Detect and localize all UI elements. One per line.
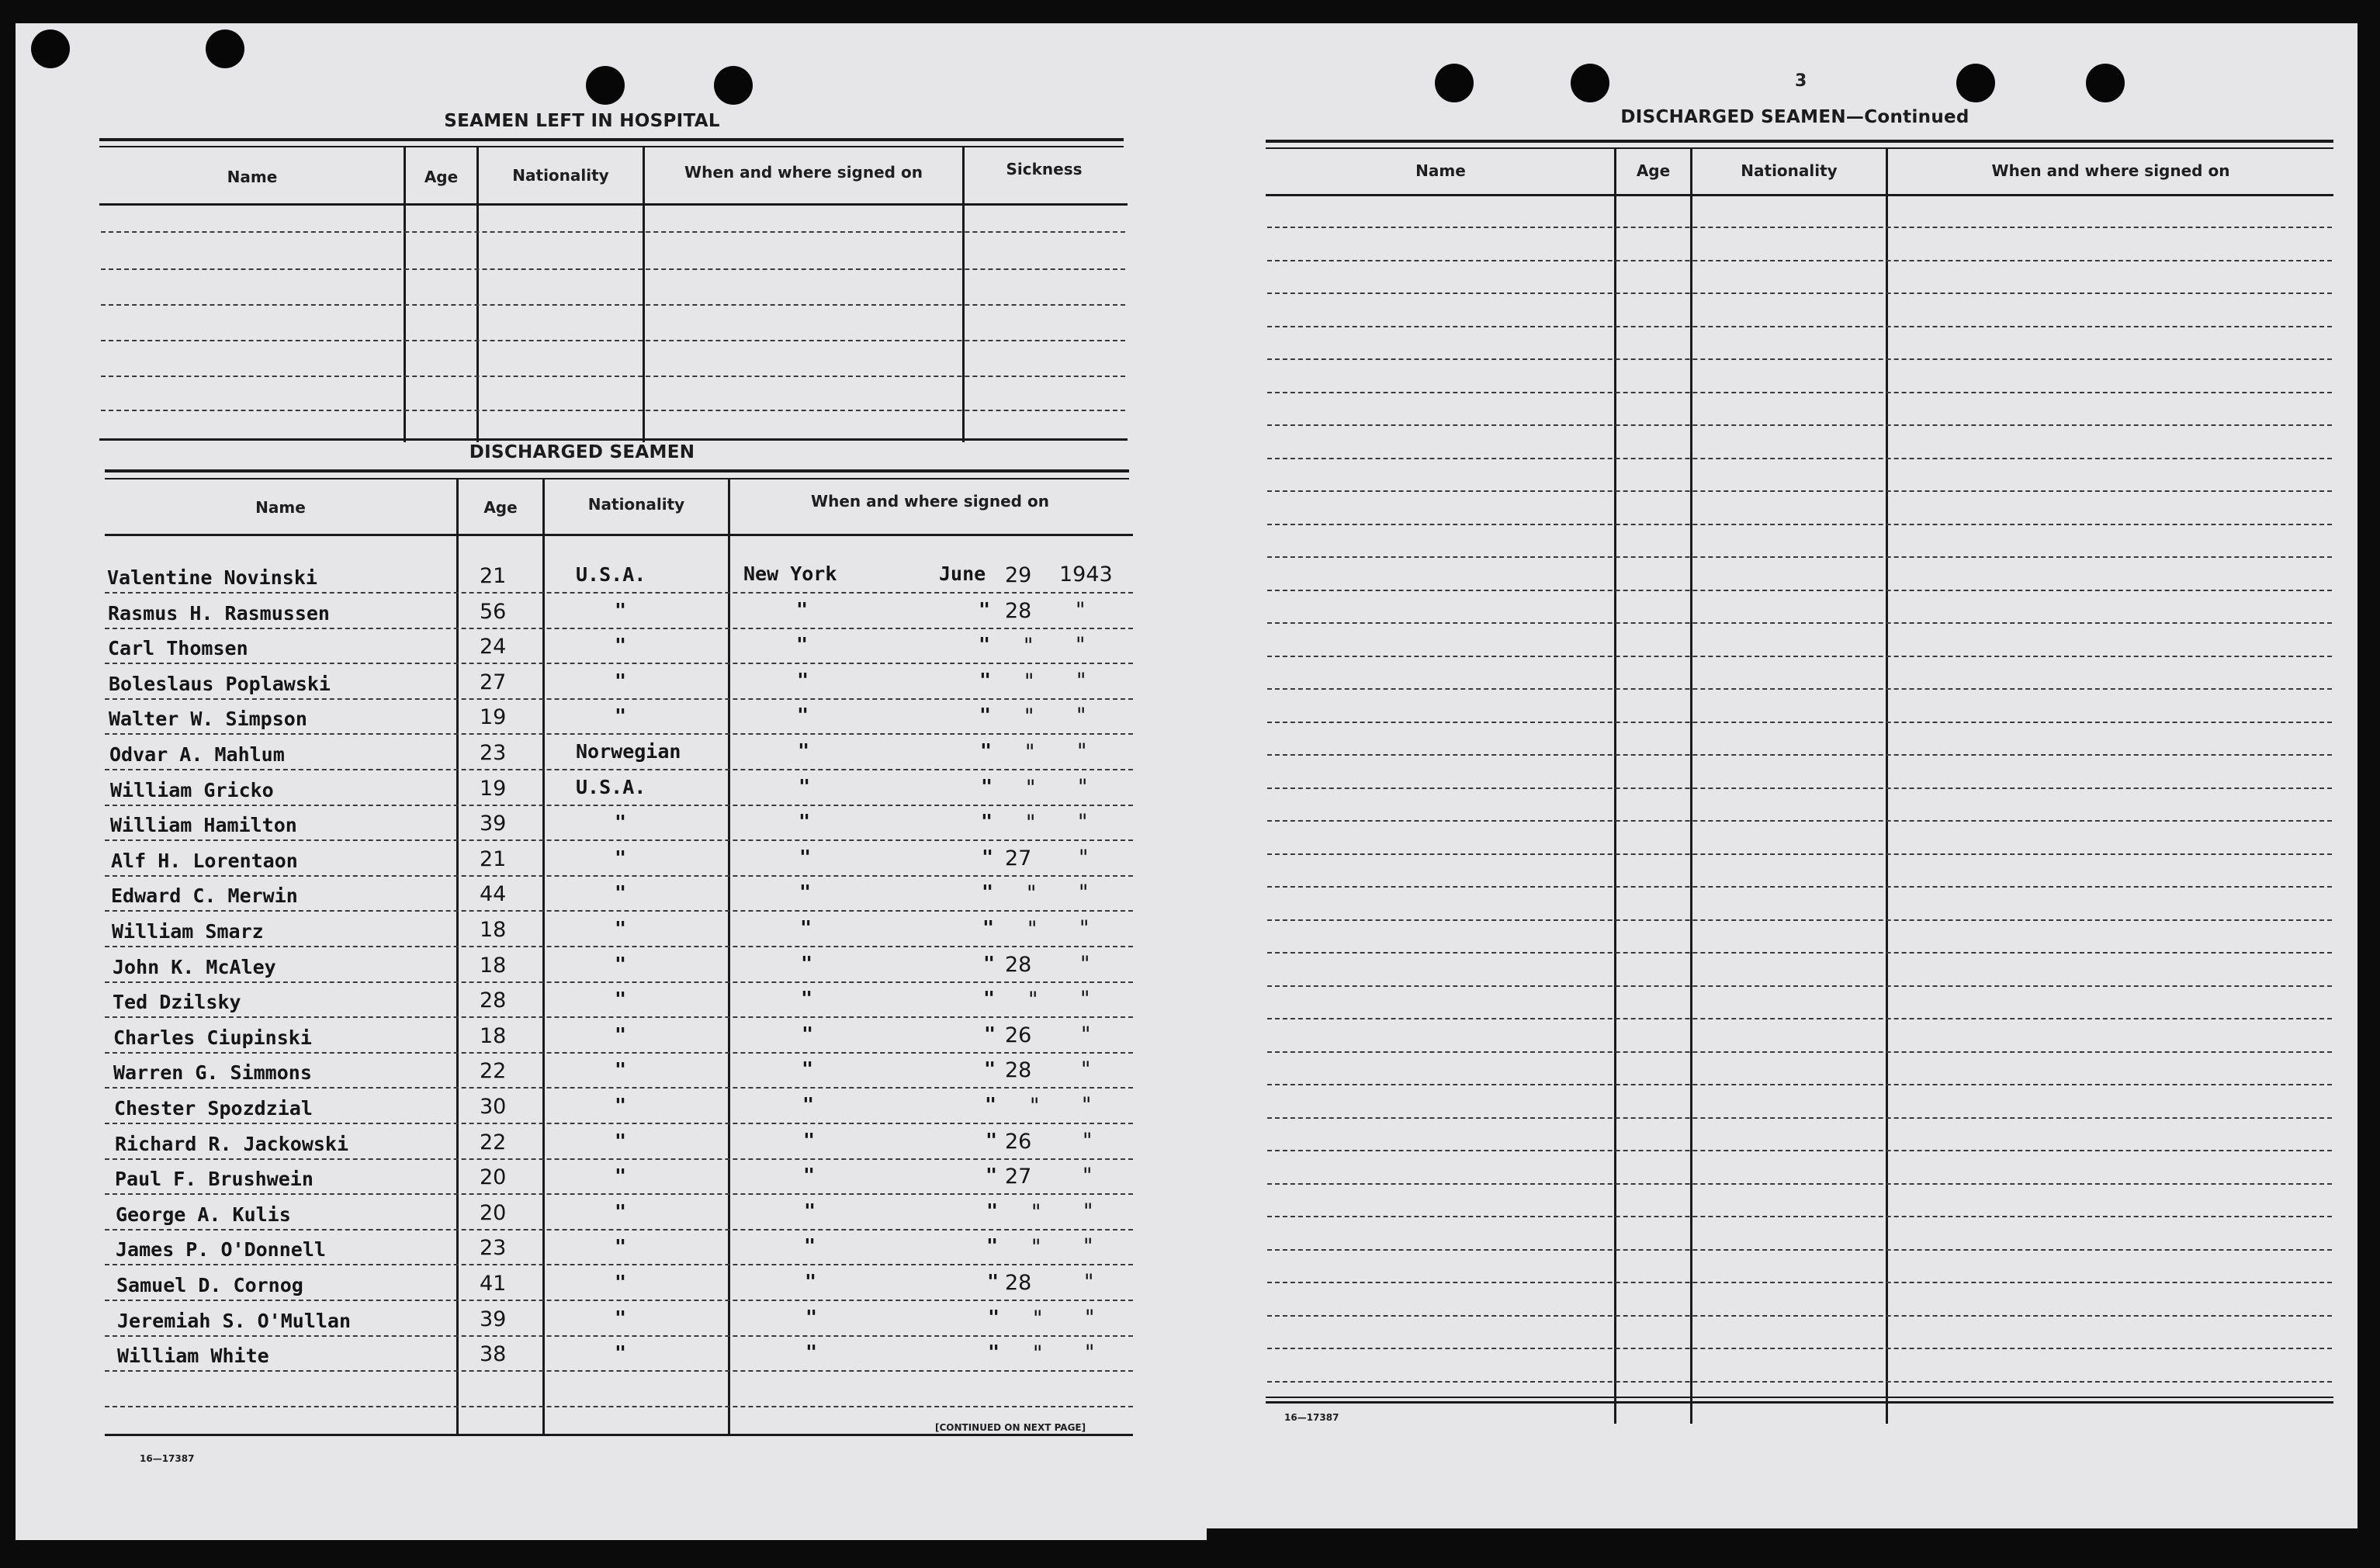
column-header-age: Age	[483, 498, 518, 517]
signed-on-day: "	[1031, 1200, 1041, 1224]
signed-on-place: "	[796, 633, 809, 656]
seaman-age: 18	[480, 918, 507, 942]
seaman-nationality: "	[615, 670, 627, 692]
signed-on-month: "	[986, 1234, 999, 1257]
seaman-name: Valentine Novinski	[107, 566, 317, 589]
signed-on-month: "	[981, 775, 993, 798]
seaman-name: Richard R. Jackowski	[115, 1133, 349, 1155]
signed-on-year: "	[1076, 633, 1086, 657]
row-line	[1267, 1183, 2332, 1185]
signed-on-year: "	[1079, 846, 1089, 870]
column-divider	[456, 478, 459, 1434]
signed-on-month: "	[979, 598, 991, 621]
signed-on-place: "	[797, 669, 809, 691]
form-number: 16—17387	[1284, 1412, 1339, 1423]
row-line	[1267, 1117, 2332, 1119]
signed-on-year: "	[1077, 739, 1087, 763]
signed-on-month: "	[984, 1023, 996, 1045]
row-line	[101, 304, 1125, 306]
column-divider	[728, 478, 730, 1434]
column-header-name: Name	[255, 498, 306, 517]
seaman-age: 22	[480, 1059, 507, 1083]
signed-on-place: "	[804, 1199, 816, 1222]
rule	[1266, 140, 2333, 143]
column-header-age: Age	[424, 168, 459, 186]
seaman-age: 30	[480, 1095, 507, 1119]
punch-hole-icon	[714, 66, 753, 105]
signed-on-day: "	[1033, 1307, 1043, 1331]
signed-on-month: "	[982, 846, 994, 868]
signed-on-place: "	[801, 987, 813, 1009]
seaman-name: Alf H. Lorentaon	[111, 850, 298, 872]
row-line	[105, 1123, 1133, 1124]
signed-on-month: "	[986, 1164, 998, 1186]
seaman-name: William Smarz	[112, 920, 264, 943]
punch-hole-icon	[31, 29, 70, 68]
seaman-name: Samuel D. Cornog	[116, 1274, 303, 1296]
seaman-age: 23	[480, 741, 507, 765]
signed-on-month: "	[979, 669, 992, 691]
column-header-nationality: Nationality	[587, 495, 685, 514]
seaman-age: 21	[480, 564, 507, 588]
row-line	[1267, 358, 2332, 360]
row-line	[101, 231, 1125, 233]
signed-on-place: "	[796, 598, 809, 621]
row-line	[105, 910, 1133, 912]
row-line	[101, 268, 1125, 270]
seaman-age: 21	[480, 847, 507, 871]
seaman-name: James P. O'Donnell	[116, 1238, 326, 1261]
seaman-name: Jeremiah S. O'Mullan	[117, 1310, 352, 1332]
seaman-age: 18	[480, 954, 507, 978]
signed-on-day: 28	[1005, 1271, 1032, 1295]
seaman-name: George A. Kulis	[116, 1203, 291, 1226]
rule	[99, 146, 1124, 147]
rule	[1266, 1401, 2333, 1404]
rule	[105, 469, 1129, 472]
column-header-age: Age	[1636, 161, 1671, 180]
seaman-age: 39	[480, 1307, 507, 1331]
signed-on-year: "	[1082, 1093, 1092, 1117]
seaman-nationality: "	[615, 846, 627, 869]
row-line	[1267, 326, 2332, 327]
row-line	[1267, 985, 2332, 987]
seaman-age: 18	[480, 1024, 507, 1048]
row-line	[1267, 260, 2332, 261]
signed-on-place: "	[799, 810, 811, 832]
signed-on-month: "	[986, 1199, 999, 1222]
signed-on-place: "	[799, 846, 812, 868]
seaman-age: 23	[480, 1236, 507, 1260]
punch-hole-icon	[1435, 64, 1474, 102]
row-line	[105, 946, 1133, 947]
rule	[105, 534, 1133, 536]
continued-note: [CONTINUED ON NEXT PAGE]	[935, 1422, 1086, 1433]
signed-on-month: "	[983, 987, 996, 1009]
hospital-heading: SEAMEN LEFT IN HOSPITAL	[444, 111, 720, 131]
signed-on-year: "	[1083, 1234, 1093, 1258]
signed-on-day: 26	[1005, 1023, 1032, 1047]
row-line	[105, 1193, 1133, 1195]
rule	[1266, 147, 2333, 149]
column-divider	[404, 146, 406, 442]
signed-on-day: 28	[1005, 953, 1032, 977]
discharged-heading: DISCHARGED SEAMEN	[469, 442, 695, 462]
punch-hole-icon	[206, 29, 244, 68]
signed-on-year: "	[1083, 1199, 1093, 1224]
signed-on-day: "	[1024, 704, 1034, 729]
row-line	[105, 981, 1133, 983]
row-line	[1267, 919, 2332, 921]
signed-on-year: "	[1085, 1306, 1095, 1330]
row-line	[1267, 1018, 2332, 1019]
row-line	[105, 1370, 1133, 1372]
row-line	[105, 663, 1133, 664]
right-page	[1205, 23, 2357, 1528]
signed-on-year: 1943	[1059, 562, 1113, 587]
signed-on-day: "	[1024, 634, 1034, 658]
row-line	[1267, 754, 2332, 756]
row-line	[1267, 1150, 2332, 1151]
seaman-age: 41	[480, 1272, 507, 1296]
signed-on-place: "	[797, 704, 809, 726]
row-line	[1267, 787, 2332, 789]
punch-hole-icon	[1956, 64, 1995, 102]
signed-on-year: "	[1084, 1270, 1094, 1294]
seaman-nationality: "	[615, 1023, 627, 1046]
seaman-nationality: "	[615, 704, 627, 727]
column-header-signed-on: When and where signed on	[684, 163, 923, 182]
seaman-nationality: "	[615, 881, 627, 904]
seaman-age: 19	[480, 777, 507, 801]
signed-on-place: "	[802, 1057, 814, 1080]
row-line	[105, 769, 1133, 770]
row-line	[1267, 392, 2332, 393]
row-line	[1267, 292, 2332, 294]
signed-on-place: "	[799, 775, 811, 798]
punch-hole-icon	[2086, 64, 2125, 102]
signed-on-year: "	[1081, 1023, 1091, 1047]
row-line	[1267, 1348, 2332, 1349]
signed-on-day: "	[1030, 1094, 1040, 1118]
signed-on-place: "	[803, 1129, 816, 1151]
row-line	[105, 733, 1133, 735]
seaman-age: 27	[480, 670, 507, 694]
row-line	[1267, 590, 2332, 591]
column-header-signed-on: When and where signed on	[811, 492, 1049, 511]
signed-on-month: June	[939, 562, 986, 585]
row-line	[101, 410, 1125, 411]
signed-on-day: 27	[1005, 1165, 1032, 1189]
signed-on-month: "	[984, 1057, 996, 1080]
rule	[1266, 194, 2333, 196]
punch-hole-icon	[586, 66, 625, 105]
column-header-name: Name	[1415, 161, 1466, 180]
seaman-age: 39	[480, 812, 507, 836]
signed-on-year: "	[1078, 775, 1088, 799]
signed-on-place: "	[801, 952, 813, 974]
signed-on-month: "	[982, 881, 994, 903]
row-line	[101, 340, 1125, 341]
seaman-nationality: "	[615, 917, 627, 940]
column-divider	[962, 146, 965, 442]
rule	[99, 438, 1128, 441]
rule	[99, 138, 1124, 141]
row-line	[1267, 1216, 2332, 1217]
seaman-name: Warren G. Simmons	[113, 1061, 312, 1084]
signed-on-year: "	[1080, 987, 1090, 1011]
row-line	[1267, 1381, 2332, 1383]
form-number: 16—17387	[140, 1453, 195, 1464]
seaman-age: 38	[480, 1342, 507, 1366]
row-line	[1267, 1084, 2332, 1085]
row-line	[1267, 952, 2332, 954]
signed-on-place: "	[805, 1270, 817, 1293]
signed-on-year: "	[1085, 1341, 1095, 1365]
signed-on-year: "	[1083, 1164, 1093, 1188]
signed-on-day: "	[1026, 776, 1036, 800]
row-line	[1267, 722, 2332, 723]
signed-on-day: "	[1028, 988, 1038, 1012]
column-header-nationality: Nationality	[512, 166, 609, 185]
row-line	[1267, 1249, 2332, 1251]
seaman-nationality: "	[615, 1130, 627, 1152]
signed-on-year: "	[1076, 669, 1086, 693]
signed-on-year: "	[1081, 1057, 1091, 1082]
row-line	[1267, 886, 2332, 888]
row-line	[105, 1016, 1133, 1018]
signed-on-day: "	[1031, 1235, 1041, 1259]
row-line	[101, 376, 1125, 377]
row-line	[105, 628, 1133, 629]
seaman-nationality: "	[615, 953, 627, 975]
column-divider	[476, 146, 479, 442]
discharged-continued-heading: DISCHARGED SEAMEN—Continued	[1620, 107, 1969, 127]
signed-on-month: "	[979, 704, 992, 726]
row-line	[1267, 424, 2332, 426]
seaman-nationality: U.S.A.	[576, 563, 646, 586]
signed-on-day: 26	[1005, 1130, 1032, 1154]
seaman-name: Boleslaus Poplawski	[109, 673, 331, 695]
signed-on-day: 27	[1005, 846, 1032, 871]
row-line	[105, 805, 1133, 806]
left-page	[16, 23, 1207, 1540]
row-line	[105, 592, 1133, 594]
column-header-sickness: Sickness	[1006, 160, 1083, 178]
seaman-name: William White	[117, 1345, 269, 1367]
punch-hole-icon	[1571, 64, 1609, 102]
seaman-age: 28	[480, 988, 507, 1012]
row-line	[1267, 656, 2332, 657]
row-line	[1267, 556, 2332, 558]
signed-on-place: "	[798, 739, 810, 762]
signed-on-place: "	[802, 1093, 815, 1116]
signed-on-month: "	[986, 1129, 998, 1151]
page-number: 3	[1795, 71, 1807, 91]
seaman-age: 20	[480, 1201, 507, 1225]
signed-on-month: "	[983, 952, 996, 974]
column-divider	[1886, 147, 1888, 1424]
signed-on-day: "	[1026, 811, 1036, 835]
signed-on-day: 29	[1005, 563, 1032, 587]
signed-on-place: "	[799, 881, 812, 903]
rule	[105, 1434, 1133, 1436]
seaman-nationality: "	[615, 1271, 627, 1293]
seaman-age: 44	[480, 882, 507, 906]
column-divider	[1614, 147, 1616, 1424]
seaman-nationality: "	[615, 1094, 627, 1116]
signed-on-month: "	[988, 1306, 1000, 1328]
column-divider	[1690, 147, 1692, 1424]
signed-on-day: "	[1025, 740, 1035, 764]
row-line	[1267, 688, 2332, 690]
signed-on-day: 28	[1005, 599, 1032, 623]
signed-on-month: "	[985, 1093, 997, 1116]
row-line	[1267, 622, 2332, 624]
seaman-name: John K. McAley	[113, 956, 276, 978]
rule	[1266, 1397, 2333, 1398]
row-line	[105, 1335, 1133, 1337]
row-line	[1267, 1315, 2332, 1317]
row-line	[1267, 490, 2332, 492]
row-line	[1267, 853, 2332, 855]
seaman-age: 20	[480, 1165, 507, 1189]
signed-on-place: New York	[743, 562, 837, 585]
row-line	[105, 839, 1133, 841]
row-line	[1267, 524, 2332, 525]
row-line	[105, 1264, 1133, 1265]
seaman-nationality: "	[615, 1165, 627, 1187]
signed-on-day: "	[1027, 917, 1038, 941]
seaman-age: 24	[480, 635, 507, 659]
rule	[99, 203, 1128, 206]
signed-on-year: "	[1080, 952, 1090, 976]
row-line	[105, 875, 1133, 877]
signed-on-year: "	[1079, 916, 1090, 940]
seaman-name: Rasmus H. Rasmussen	[108, 602, 330, 625]
row-line	[1267, 820, 2332, 822]
signed-on-month: "	[988, 1341, 1000, 1363]
signed-on-place: "	[800, 916, 812, 939]
seaman-nationality: "	[615, 1200, 627, 1223]
seaman-name: Carl Thomsen	[108, 637, 248, 659]
seaman-nationality: "	[615, 988, 627, 1010]
seaman-age: 19	[480, 705, 507, 729]
seaman-name: Chester Spozdzial	[114, 1097, 313, 1120]
seaman-nationality: Norwegian	[576, 740, 681, 763]
signed-on-month: "	[982, 916, 995, 939]
signed-on-year: "	[1083, 1129, 1093, 1153]
row-line	[105, 698, 1133, 700]
signed-on-place: "	[802, 1023, 814, 1045]
seaman-name: William Gricko	[110, 779, 274, 801]
seaman-name: William Hamilton	[110, 814, 297, 836]
row-line	[1267, 1282, 2332, 1283]
row-line	[1267, 1051, 2332, 1053]
row-line	[105, 1052, 1133, 1054]
signed-on-year: "	[1076, 704, 1086, 728]
signed-on-day: "	[1033, 1341, 1043, 1366]
row-line	[105, 1158, 1133, 1160]
row-line	[105, 1087, 1133, 1089]
column-divider	[643, 146, 645, 442]
seaman-age: 22	[480, 1130, 507, 1154]
row-line	[105, 1300, 1133, 1301]
seaman-nationality: "	[615, 634, 627, 656]
seaman-nationality: U.S.A.	[576, 776, 646, 798]
signed-on-year: "	[1078, 810, 1088, 834]
column-header-signed-on: When and where signed on	[1991, 161, 2230, 180]
seaman-age: 56	[480, 600, 507, 624]
seaman-name: Charles Ciupinski	[113, 1026, 312, 1049]
seaman-nationality: "	[615, 1307, 627, 1329]
seaman-name: Walter W. Simpson	[109, 708, 307, 730]
seaman-nationality: "	[615, 1235, 627, 1258]
signed-on-place: "	[804, 1234, 816, 1257]
seaman-name: Paul F. Brushwein	[115, 1168, 314, 1190]
seaman-nationality: "	[615, 811, 627, 833]
signed-on-place: "	[805, 1306, 818, 1328]
seaman-name: Odvar A. Mahlum	[109, 743, 285, 766]
row-line	[105, 1406, 1133, 1407]
signed-on-month: "	[981, 810, 993, 832]
signed-on-day: "	[1024, 670, 1034, 694]
signed-on-month: "	[979, 633, 991, 656]
column-divider	[542, 478, 545, 1434]
row-line	[105, 1229, 1133, 1231]
signed-on-year: "	[1079, 881, 1089, 905]
rule	[105, 478, 1129, 479]
signed-on-year: "	[1076, 598, 1086, 622]
seaman-name: Edward C. Merwin	[111, 884, 298, 907]
row-line	[1267, 458, 2332, 459]
seaman-nationality: "	[615, 1341, 627, 1364]
signed-on-day: "	[1027, 881, 1037, 905]
signed-on-month: "	[987, 1270, 999, 1293]
seaman-nationality: "	[615, 599, 627, 621]
signed-on-day: 28	[1005, 1058, 1032, 1082]
signed-on-place: "	[803, 1164, 816, 1186]
row-line	[1267, 227, 2332, 228]
seaman-name: Ted Dzilsky	[113, 991, 241, 1013]
signed-on-place: "	[805, 1341, 818, 1363]
signed-on-month: "	[980, 739, 993, 762]
column-header-nationality: Nationality	[1741, 161, 1838, 180]
column-header-name: Name	[227, 168, 278, 186]
seaman-nationality: "	[615, 1058, 627, 1081]
